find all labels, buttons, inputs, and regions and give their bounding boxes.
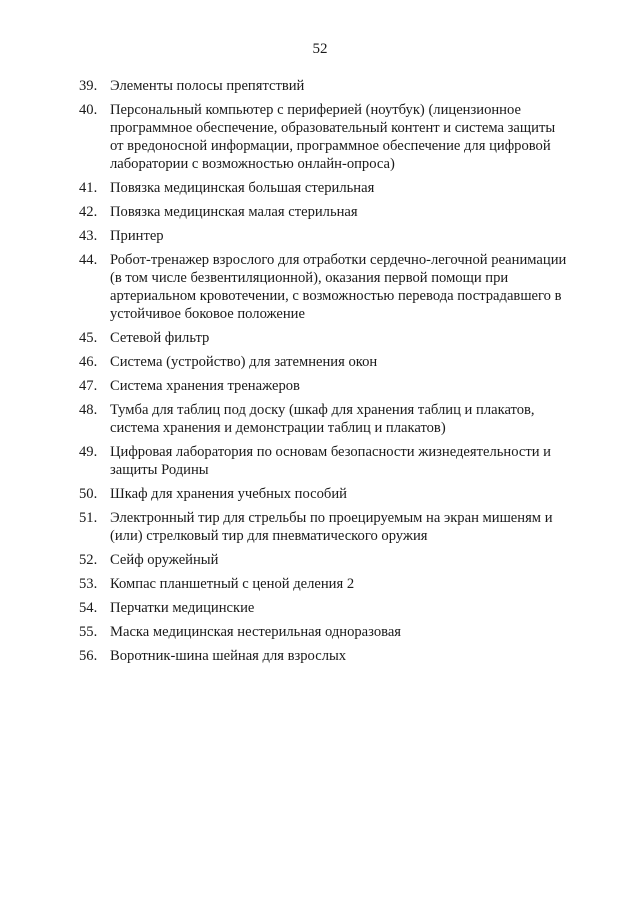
item-text: Шкаф для хранения учебных пособий: [110, 486, 347, 502]
list-item: [79, 443, 569, 479]
list-item: [79, 329, 569, 347]
item-text: Воротник-шина шейная для взрослых: [110, 648, 347, 664]
item-number: 51.: [79, 510, 98, 526]
item-text: Система (устройство) для затемнения окон: [110, 354, 378, 370]
list-item: [79, 509, 569, 545]
list-item: [79, 353, 569, 371]
list-item: [79, 599, 569, 617]
item-number: 49.: [79, 444, 98, 460]
item-number: 48.: [79, 402, 98, 418]
item-number: 45.: [79, 330, 98, 346]
list-item: [79, 227, 569, 245]
item-text: Элементы полосы препятствий: [110, 78, 305, 94]
item-text: Система хранения тренажеров: [110, 378, 300, 394]
list-item: [79, 551, 569, 569]
item-number: 43.: [79, 228, 98, 244]
item-text: Тумба для таблиц под доску (шкаф для хранения таблиц и плакатов, система хранения и демонстрации таблиц и плакатов): [110, 402, 535, 436]
item-text: Цифровая лаборатория по основам безопасности жизнедеятельности и защиты Родины: [110, 444, 551, 478]
list-item: [79, 101, 569, 173]
item-number: 54.: [79, 600, 98, 616]
item-number: 52.: [79, 552, 98, 568]
list-item: [79, 179, 569, 197]
item-number: 44.: [79, 252, 98, 268]
item-text: Компас планшетный с ценой деления 2: [110, 576, 355, 592]
item-number: 53.: [79, 576, 98, 592]
list-item: [79, 575, 569, 593]
item-number: 56.: [79, 648, 98, 664]
item-text: Повязка медицинская большая стерильная: [110, 180, 375, 196]
item-text: Повязка медицинская малая стерильная: [110, 204, 358, 220]
list-item: [79, 377, 569, 395]
item-number: 46.: [79, 354, 98, 370]
item-text: Перчатки медицинские: [110, 600, 255, 616]
item-text: Маска медицинская нестерильная одноразовая: [110, 624, 402, 640]
list-item: [79, 623, 569, 641]
item-text: Сетевой фильтр: [110, 330, 210, 346]
item-text: Электронный тир для стрельбы по проецируемым на экран мишеням и (или) стрелковый тир для пневматического оружия: [110, 510, 553, 544]
item-text: Робот-тренажер взрослого для отработки сердечно-легочной реанимации (в том числе безвентиляционной), оказания первой помощи при артериальном кровотечении, с возможностью перевода пострадавшего в устойчивое боковое положение: [110, 252, 567, 322]
item-number: 40.: [79, 102, 98, 118]
list-item: [79, 647, 569, 665]
item-number: 41.: [79, 180, 98, 196]
item-number: 42.: [79, 204, 98, 220]
item-number: 39.: [79, 78, 98, 94]
list-item: [79, 251, 569, 323]
list-item: [79, 401, 569, 437]
page-number: 52: [312, 41, 328, 57]
item-number: 47.: [79, 378, 98, 394]
list-item: [79, 203, 569, 221]
list-item: [79, 77, 569, 95]
item-text: Сейф оружейный: [110, 552, 219, 568]
list-item: [79, 485, 569, 503]
item-number: 55.: [79, 624, 98, 640]
item-text: Персональный компьютер с периферией (ноутбук) (лицензионное программное обеспечение, образовательный контент и система защиты от вредоносной информации, программное обеспечение для цифровой лаборатории с возможностью онлайн-опроса): [110, 102, 556, 172]
item-number: 50.: [79, 486, 98, 502]
equipment-list: [79, 77, 569, 671]
item-text: Принтер: [110, 228, 164, 244]
